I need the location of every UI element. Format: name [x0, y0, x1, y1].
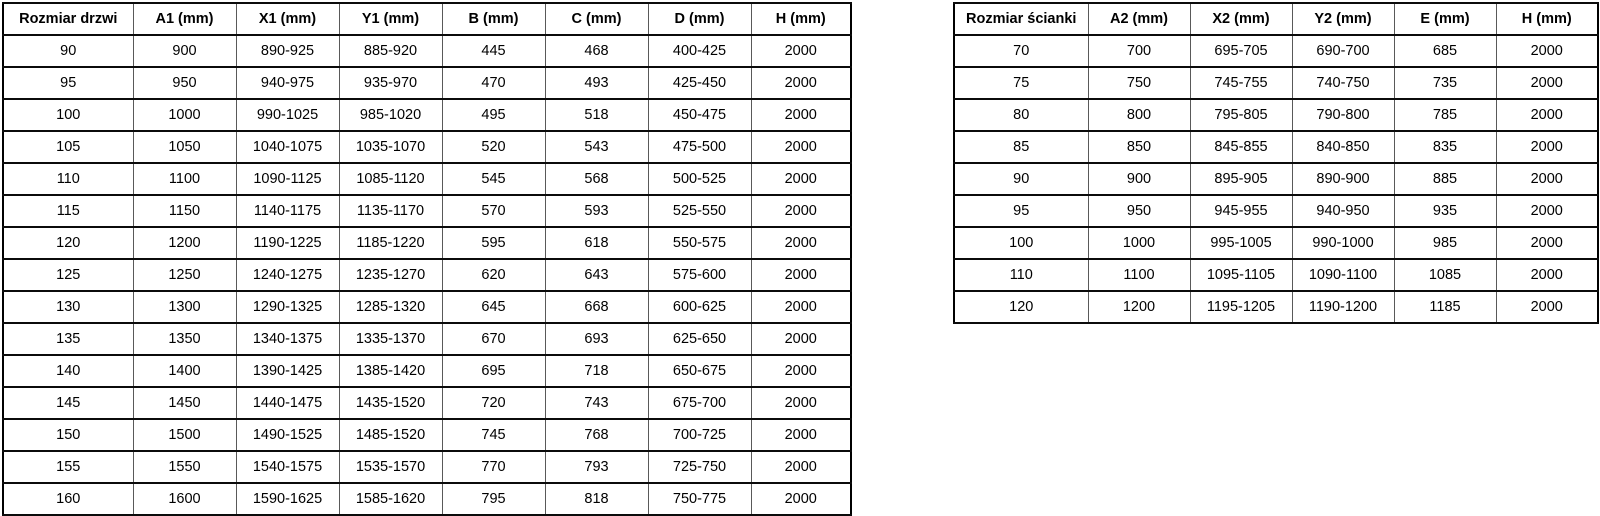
- table-cell: 1100: [133, 163, 236, 195]
- table-cell: 2000: [751, 227, 851, 259]
- table-cell: 1490-1525: [236, 419, 339, 451]
- table-cell: 945-955: [1190, 195, 1292, 227]
- table-cell: 1200: [1088, 291, 1190, 323]
- table-cell: 750-775: [648, 483, 751, 515]
- table-cell: 690-700: [1292, 35, 1394, 67]
- table-cell: 568: [545, 163, 648, 195]
- door-table-header-1: A1 (mm): [133, 3, 236, 35]
- table-cell: 785: [1394, 99, 1496, 131]
- table-cell: 645: [442, 291, 545, 323]
- table-row: [954, 195, 1598, 227]
- table-row: [3, 419, 851, 451]
- table-cell: 518: [545, 99, 648, 131]
- table-cell: 695: [442, 355, 545, 387]
- table-cell: 668: [545, 291, 648, 323]
- table-cell: 940-950: [1292, 195, 1394, 227]
- table-cell: 1550: [133, 451, 236, 483]
- table-cell: 885-920: [339, 35, 442, 67]
- wall-table-header-4: E (mm): [1394, 3, 1496, 35]
- door-table-header-row: [3, 3, 851, 35]
- table-cell: 495: [442, 99, 545, 131]
- table-cell: 1090-1125: [236, 163, 339, 195]
- table-cell: 985-1020: [339, 99, 442, 131]
- wall-table-header-1: A2 (mm): [1088, 3, 1190, 35]
- table-row: [954, 131, 1598, 163]
- table-cell: 115: [3, 195, 133, 227]
- table-cell: 1140-1175: [236, 195, 339, 227]
- table-cell: 543: [545, 131, 648, 163]
- table-cell: 1440-1475: [236, 387, 339, 419]
- table-cell: 985: [1394, 227, 1496, 259]
- table-cell: 2000: [1496, 163, 1598, 195]
- table-cell: 2000: [751, 99, 851, 131]
- table-row: [3, 131, 851, 163]
- table-cell: 800: [1088, 99, 1190, 131]
- table-cell: 70: [954, 35, 1088, 67]
- table-cell: 740-750: [1292, 67, 1394, 99]
- table-cell: 2000: [751, 387, 851, 419]
- table-row: [954, 67, 1598, 99]
- table-cell: 1390-1425: [236, 355, 339, 387]
- table-cell: 620: [442, 259, 545, 291]
- table-cell: 2000: [751, 419, 851, 451]
- table-cell: 1000: [133, 99, 236, 131]
- table-cell: 950: [133, 67, 236, 99]
- table-cell: 625-650: [648, 323, 751, 355]
- table-cell: 1450: [133, 387, 236, 419]
- table-cell: 110: [3, 163, 133, 195]
- table-cell: 125: [3, 259, 133, 291]
- table-cell: 885: [1394, 163, 1496, 195]
- table-cell: 770: [442, 451, 545, 483]
- table-cell: 2000: [1496, 131, 1598, 163]
- table-cell: 120: [954, 291, 1088, 323]
- table-cell: 475-500: [648, 131, 751, 163]
- table-cell: 990-1025: [236, 99, 339, 131]
- table-row: [3, 451, 851, 483]
- table-cell: 1095-1105: [1190, 259, 1292, 291]
- table-cell: 100: [3, 99, 133, 131]
- table-cell: 500-525: [648, 163, 751, 195]
- table-cell: 160: [3, 483, 133, 515]
- table-cell: 2000: [1496, 35, 1598, 67]
- table-row: [3, 227, 851, 259]
- table-cell: 693: [545, 323, 648, 355]
- door-table-header-2: X1 (mm): [236, 3, 339, 35]
- table-cell: 650-675: [648, 355, 751, 387]
- table-cell: 2000: [751, 291, 851, 323]
- table-cell: 2000: [751, 163, 851, 195]
- table-cell: 643: [545, 259, 648, 291]
- table-cell: 1290-1325: [236, 291, 339, 323]
- table-cell: 845-855: [1190, 131, 1292, 163]
- table-cell: 700-725: [648, 419, 751, 451]
- table-cell: 593: [545, 195, 648, 227]
- table-cell: 1400: [133, 355, 236, 387]
- table-cell: 85: [954, 131, 1088, 163]
- table-cell: 750: [1088, 67, 1190, 99]
- table-cell: 1435-1520: [339, 387, 442, 419]
- wall-table-header-row: [954, 3, 1598, 35]
- table-cell: 900: [133, 35, 236, 67]
- table-cell: 1385-1420: [339, 355, 442, 387]
- table-row: [3, 323, 851, 355]
- table-cell: 1040-1075: [236, 131, 339, 163]
- table-cell: 990-1000: [1292, 227, 1394, 259]
- table-cell: 1535-1570: [339, 451, 442, 483]
- table-cell: 1190-1200: [1292, 291, 1394, 323]
- table-cell: 1135-1170: [339, 195, 442, 227]
- wall-table-header-5: H (mm): [1496, 3, 1598, 35]
- table-cell: 1335-1370: [339, 323, 442, 355]
- table-cell: 835: [1394, 131, 1496, 163]
- table-cell: 618: [545, 227, 648, 259]
- table-row: [954, 35, 1598, 67]
- table-row: [954, 99, 1598, 131]
- table-cell: 790-800: [1292, 99, 1394, 131]
- table-cell: 700: [1088, 35, 1190, 67]
- table-cell: 1350: [133, 323, 236, 355]
- table-row: [954, 163, 1598, 195]
- table-row: [3, 387, 851, 419]
- table-cell: 743: [545, 387, 648, 419]
- table-cell: 155: [3, 451, 133, 483]
- table-cell: 600-625: [648, 291, 751, 323]
- table-row: [954, 259, 1598, 291]
- table-cell: 2000: [751, 195, 851, 227]
- table-cell: 130: [3, 291, 133, 323]
- table-cell: 120: [3, 227, 133, 259]
- table-cell: 575-600: [648, 259, 751, 291]
- table-cell: 545: [442, 163, 545, 195]
- table-cell: 400-425: [648, 35, 751, 67]
- wall-table-header-3: Y2 (mm): [1292, 3, 1394, 35]
- table-cell: 1590-1625: [236, 483, 339, 515]
- table-cell: 2000: [751, 355, 851, 387]
- table-cell: 1085: [1394, 259, 1496, 291]
- door-table-header-6: D (mm): [648, 3, 751, 35]
- table-cell: 470: [442, 67, 545, 99]
- table-cell: 450-475: [648, 99, 751, 131]
- table-row: [3, 195, 851, 227]
- table-cell: 900: [1088, 163, 1190, 195]
- table-cell: 1340-1375: [236, 323, 339, 355]
- table-cell: 795-805: [1190, 99, 1292, 131]
- table-cell: 140: [3, 355, 133, 387]
- door-table-header-4: B (mm): [442, 3, 545, 35]
- wall-size-table: [953, 2, 1599, 324]
- table-row: [3, 35, 851, 67]
- table-row: [3, 99, 851, 131]
- table-cell: 2000: [751, 259, 851, 291]
- table-cell: 890-900: [1292, 163, 1394, 195]
- table-cell: 1235-1270: [339, 259, 442, 291]
- table-cell: 795: [442, 483, 545, 515]
- door-table-header-3: Y1 (mm): [339, 3, 442, 35]
- table-cell: 1240-1275: [236, 259, 339, 291]
- table-cell: 110: [954, 259, 1088, 291]
- table-cell: 135: [3, 323, 133, 355]
- table-cell: 2000: [751, 67, 851, 99]
- table-row: [954, 291, 1598, 323]
- table-cell: 2000: [1496, 291, 1598, 323]
- door-table-header-5: C (mm): [545, 3, 648, 35]
- table-cell: 725-750: [648, 451, 751, 483]
- table-cell: 2000: [751, 451, 851, 483]
- table-cell: 1185-1220: [339, 227, 442, 259]
- table-cell: 1000: [1088, 227, 1190, 259]
- table-cell: 735: [1394, 67, 1496, 99]
- door-table-header-0: Rozmiar drzwi: [3, 3, 133, 35]
- table-cell: 1285-1320: [339, 291, 442, 323]
- table-cell: 1190-1225: [236, 227, 339, 259]
- table-cell: 1485-1520: [339, 419, 442, 451]
- table-cell: 745: [442, 419, 545, 451]
- table-cell: 520: [442, 131, 545, 163]
- table-cell: 2000: [1496, 195, 1598, 227]
- table-cell: 2000: [1496, 99, 1598, 131]
- table-cell: 1035-1070: [339, 131, 442, 163]
- table-cell: 95: [3, 67, 133, 99]
- table-cell: 445: [442, 35, 545, 67]
- table-cell: 935-970: [339, 67, 442, 99]
- table-cell: 2000: [751, 131, 851, 163]
- door-size-table: [2, 2, 852, 516]
- table-cell: 2000: [751, 35, 851, 67]
- table-cell: 1185: [1394, 291, 1496, 323]
- table-cell: 75: [954, 67, 1088, 99]
- table-cell: 2000: [1496, 67, 1598, 99]
- table-cell: 935: [1394, 195, 1496, 227]
- wall-table-header-2: X2 (mm): [1190, 3, 1292, 35]
- table-cell: 493: [545, 67, 648, 99]
- table-cell: 895-905: [1190, 163, 1292, 195]
- table-cell: 1600: [133, 483, 236, 515]
- table-cell: 1150: [133, 195, 236, 227]
- door-table-header-7: H (mm): [751, 3, 851, 35]
- table-row: [954, 227, 1598, 259]
- table-cell: 100: [954, 227, 1088, 259]
- table-cell: 793: [545, 451, 648, 483]
- table-cell: 670: [442, 323, 545, 355]
- table-row: [3, 483, 851, 515]
- table-cell: 695-705: [1190, 35, 1292, 67]
- table-cell: 940-975: [236, 67, 339, 99]
- table-cell: 1050: [133, 131, 236, 163]
- table-cell: 1500: [133, 419, 236, 451]
- table-cell: 718: [545, 355, 648, 387]
- table-cell: 1300: [133, 291, 236, 323]
- table-row: [3, 291, 851, 323]
- table-cell: 90: [3, 35, 133, 67]
- table-cell: 1090-1100: [1292, 259, 1394, 291]
- table-cell: 2000: [1496, 259, 1598, 291]
- table-cell: 570: [442, 195, 545, 227]
- table-cell: 145: [3, 387, 133, 419]
- table-cell: 1585-1620: [339, 483, 442, 515]
- table-cell: 95: [954, 195, 1088, 227]
- table-cell: 2000: [751, 483, 851, 515]
- table-cell: 1540-1575: [236, 451, 339, 483]
- table-row: [3, 259, 851, 291]
- table-cell: 1195-1205: [1190, 291, 1292, 323]
- table-cell: 2000: [751, 323, 851, 355]
- table-cell: 995-1005: [1190, 227, 1292, 259]
- table-cell: 1100: [1088, 259, 1190, 291]
- table-cell: 890-925: [236, 35, 339, 67]
- table-cell: 768: [545, 419, 648, 451]
- table-cell: 950: [1088, 195, 1190, 227]
- table-cell: 2000: [1496, 227, 1598, 259]
- table-cell: 720: [442, 387, 545, 419]
- table-cell: 105: [3, 131, 133, 163]
- table-cell: 150: [3, 419, 133, 451]
- table-cell: 80: [954, 99, 1088, 131]
- wall-table-header-0: Rozmiar ścianki: [954, 3, 1088, 35]
- table-cell: 675-700: [648, 387, 751, 419]
- table-row: [3, 163, 851, 195]
- table-cell: 525-550: [648, 195, 751, 227]
- table-cell: 1250: [133, 259, 236, 291]
- table-cell: 425-450: [648, 67, 751, 99]
- table-cell: 468: [545, 35, 648, 67]
- table-cell: 550-575: [648, 227, 751, 259]
- table-cell: 1085-1120: [339, 163, 442, 195]
- table-cell: 90: [954, 163, 1088, 195]
- table-cell: 685: [1394, 35, 1496, 67]
- table-cell: 745-755: [1190, 67, 1292, 99]
- table-cell: 818: [545, 483, 648, 515]
- table-row: [3, 67, 851, 99]
- table-cell: 840-850: [1292, 131, 1394, 163]
- table-row: [3, 355, 851, 387]
- table-cell: 1200: [133, 227, 236, 259]
- table-cell: 850: [1088, 131, 1190, 163]
- table-cell: 595: [442, 227, 545, 259]
